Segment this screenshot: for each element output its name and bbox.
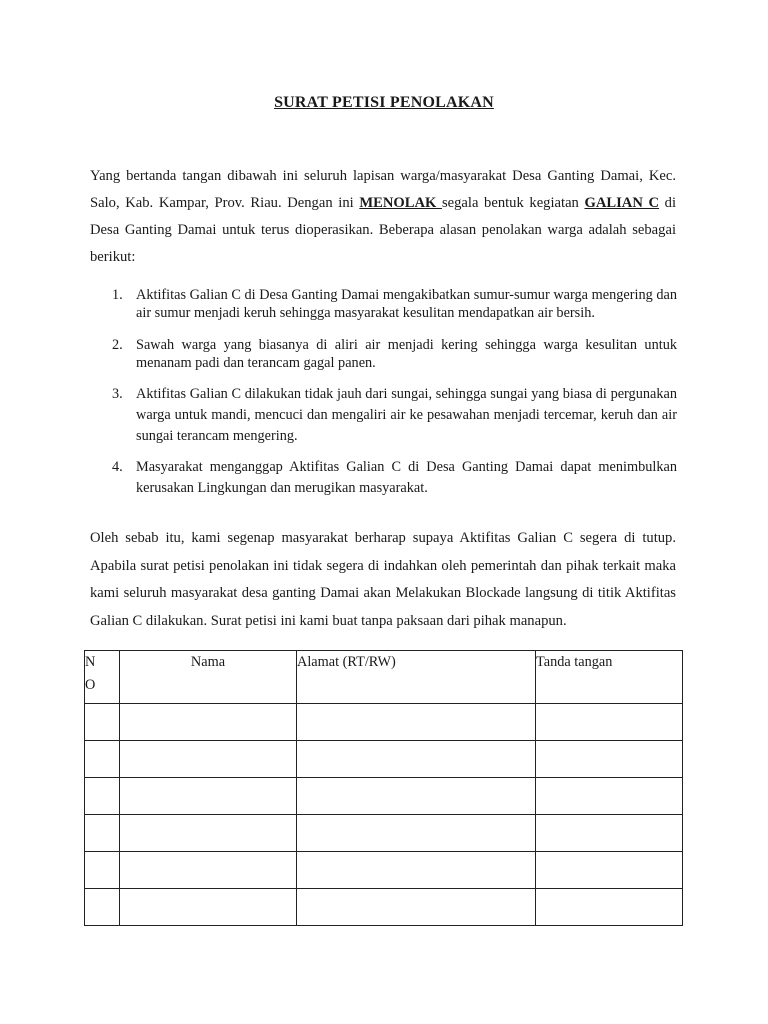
cell-no — [85, 815, 120, 852]
header-tanda-tangan: Tanda tangan — [536, 651, 683, 704]
cell-alamat — [297, 815, 536, 852]
emphasis-galian-c: GALIAN C — [584, 195, 660, 211]
cell-no — [85, 704, 120, 741]
reason-number: 3. — [112, 386, 123, 402]
header-nama: Nama — [120, 651, 297, 704]
header-alamat: Alamat (RT/RW) — [297, 651, 536, 704]
intro-paragraph — [90, 163, 676, 271]
cell-no — [85, 778, 120, 815]
cell-nama — [120, 778, 297, 815]
intro-text-1: Yang bertanda tangan dibawah ini seluruh lapisan warga/masyarakat Desa Ganting Damai, Kec. Salo, Kab. Kampar, Prov. Riau. Dengan ini — [90, 168, 676, 211]
cell-tanda-tangan — [536, 704, 683, 741]
table-row — [85, 704, 683, 741]
reason-number: 4. — [112, 459, 123, 475]
emphasis-menolak: MENOLAK — [359, 195, 442, 211]
header-no: NO — [85, 651, 120, 704]
signature-table — [84, 650, 683, 926]
cell-tanda-tangan — [536, 778, 683, 815]
table-header-row — [85, 651, 683, 704]
cell-no — [85, 741, 120, 778]
table-row — [85, 741, 683, 778]
cell-alamat — [297, 778, 536, 815]
cell-tanda-tangan — [536, 852, 683, 889]
cell-alamat — [297, 704, 536, 741]
reasons-list — [90, 286, 677, 499]
table-row — [85, 889, 683, 926]
cell-no — [85, 889, 120, 926]
cell-tanda-tangan — [536, 741, 683, 778]
reason-item — [90, 336, 677, 372]
reason-item — [90, 384, 677, 447]
cell-nama — [120, 704, 297, 741]
table-body — [85, 704, 683, 926]
cell-alamat — [297, 852, 536, 889]
reason-item — [90, 457, 677, 499]
cell-tanda-tangan — [536, 889, 683, 926]
cell-no — [85, 852, 120, 889]
cell-nama — [120, 852, 297, 889]
intro-text-3: di Desa Ganting Damai untuk terus dioperasikan. Beberapa alasan penolakan warga adalah sebagai berikut: — [90, 195, 677, 265]
reason-text: Aktifitas Galian C di Desa Ganting Damai mengakibatkan sumur-sumur warga mengering dan air sumur menjadi keruh sehingga masyarakat kesulitan mendapatkan air bersih. — [136, 287, 677, 321]
closing-paragraph: Oleh sebab itu, kami segenap masyarakat berharap supaya Aktifitas Galian C segera di tutup. Apabila surat petisi penolakan ini tidak segera di indahkan oleh pemerintah dan pihak terkait maka kami seluruh masyarakat desa ganting Damai akan Melakukan Blockade langsung di titik Aktifitas Galian C dilakukan. Surat petisi ini kami buat tanpa paksaan dari pihak manapun. — [90, 530, 676, 629]
reason-number: 1. — [112, 287, 123, 303]
table-row — [85, 852, 683, 889]
cell-nama — [120, 815, 297, 852]
reason-text: Aktifitas Galian C dilakukan tidak jauh dari sungai, sehingga sungai yang biasa di pergunakan warga untuk mandi, mencuci dan mengaliri air ke pesawahan menjadi tercemar, keruh dan air sungai terancam mengering. — [136, 386, 677, 444]
cell-alamat — [297, 889, 536, 926]
cell-tanda-tangan — [536, 815, 683, 852]
intro-text-2: segala bentuk kegiatan — [441, 195, 585, 211]
reason-text: Masyarakat menganggap Aktifitas Galian C di Desa Ganting Damai dapat menimbulkan kerusakan Lingkungan dan merugikan masyarakat. — [136, 459, 677, 496]
table-row — [85, 815, 683, 852]
reason-number: 2. — [112, 337, 123, 353]
table-row — [85, 778, 683, 815]
reason-text: Sawah warga yang biasanya di aliri air menjadi kering sehingga warga kesulitan untuk menanam padi dan terancam gagal panen. — [136, 337, 677, 371]
document-title: SURAT PETISI PENOLAKAN — [274, 94, 494, 111]
cell-alamat — [297, 741, 536, 778]
reason-item — [90, 286, 677, 322]
cell-nama — [120, 741, 297, 778]
cell-nama — [120, 889, 297, 926]
